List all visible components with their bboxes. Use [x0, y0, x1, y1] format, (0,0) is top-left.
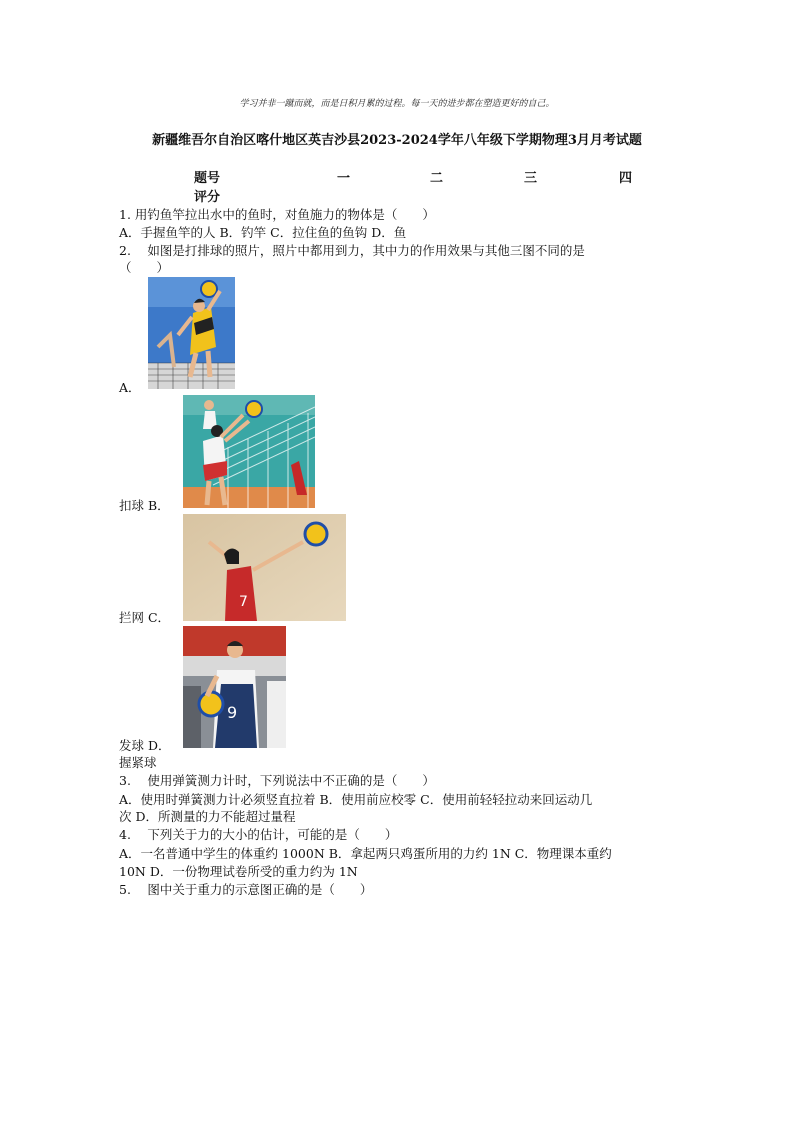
- svg-text:9: 9: [227, 703, 238, 722]
- q4-options: A．一名普通中学生的体重约 1000N B．拿起两只鸡蛋所用的力约 1N C．物理课本重约: [119, 846, 612, 861]
- photo-d-hold-ball: [183, 626, 286, 748]
- score-col-2: 二: [430, 171, 444, 186]
- q2-caption-c-option-d: 发球 D．: [119, 738, 171, 753]
- score-col-3: 三: [524, 171, 538, 186]
- photo-a-spike: [148, 277, 235, 389]
- q3-options-cont: 次 D．所测量的力不能超过量程: [119, 809, 296, 824]
- svg-text:7: 7: [239, 594, 248, 610]
- q2-stem-cont: （ ）: [119, 260, 170, 275]
- q2-caption-a-option-b: 扣球 B．: [119, 498, 170, 513]
- header-motto: 学习并非一蹴而就，而是日积月累的过程。每一天的进步都在塑造更好的自己。: [239, 99, 555, 109]
- q3-stem: 3. 使用弹簧测力计时，下列说法中不正确的是（ ）: [119, 773, 435, 788]
- score-col-4: 四: [619, 171, 633, 186]
- q4-stem: 4. 下列关于力的大小的估计，可能的是（ ）: [119, 827, 398, 842]
- photo-c-serve: [183, 514, 346, 621]
- photo-b-block: [183, 395, 315, 508]
- q5-stem: 5. 图中关于重力的示意图正确的是（ ）: [119, 882, 373, 897]
- q1-stem: 1. 用钓鱼竿拉出水中的鱼时，对鱼施力的物体是（ ）: [119, 207, 435, 222]
- q3-options: A．使用时弹簧测力计必须竖直拉着 B．使用前应校零 C．使用前轻轻拉动来回运动几: [119, 792, 593, 807]
- q2-caption-b-option-c: 拦网 C．: [119, 610, 171, 625]
- score-table-col-label: 题号: [194, 171, 221, 186]
- score-col-1: 一: [337, 171, 351, 186]
- q4-options-cont: 10N D．一份物理试卷所受的重力约为 1N: [119, 864, 358, 879]
- q2-option-a-label: A．: [119, 380, 141, 395]
- exam-title: 新疆维吾尔自治区喀什地区英吉沙县2023-2024学年八年级下学期物理3月月考试题: [152, 133, 642, 148]
- q1-options: A．手握鱼竿的人 B．钓竿 C．拉住鱼的鱼钩 D．鱼: [119, 225, 407, 240]
- q2-caption-d: 握紧球: [119, 755, 157, 770]
- score-table-row-label: 评分: [194, 190, 221, 205]
- q2-stem: 2. 如图是打排球的照片，照片中都用到力，其中力的作用效果与其他三图不同的是: [119, 243, 585, 258]
